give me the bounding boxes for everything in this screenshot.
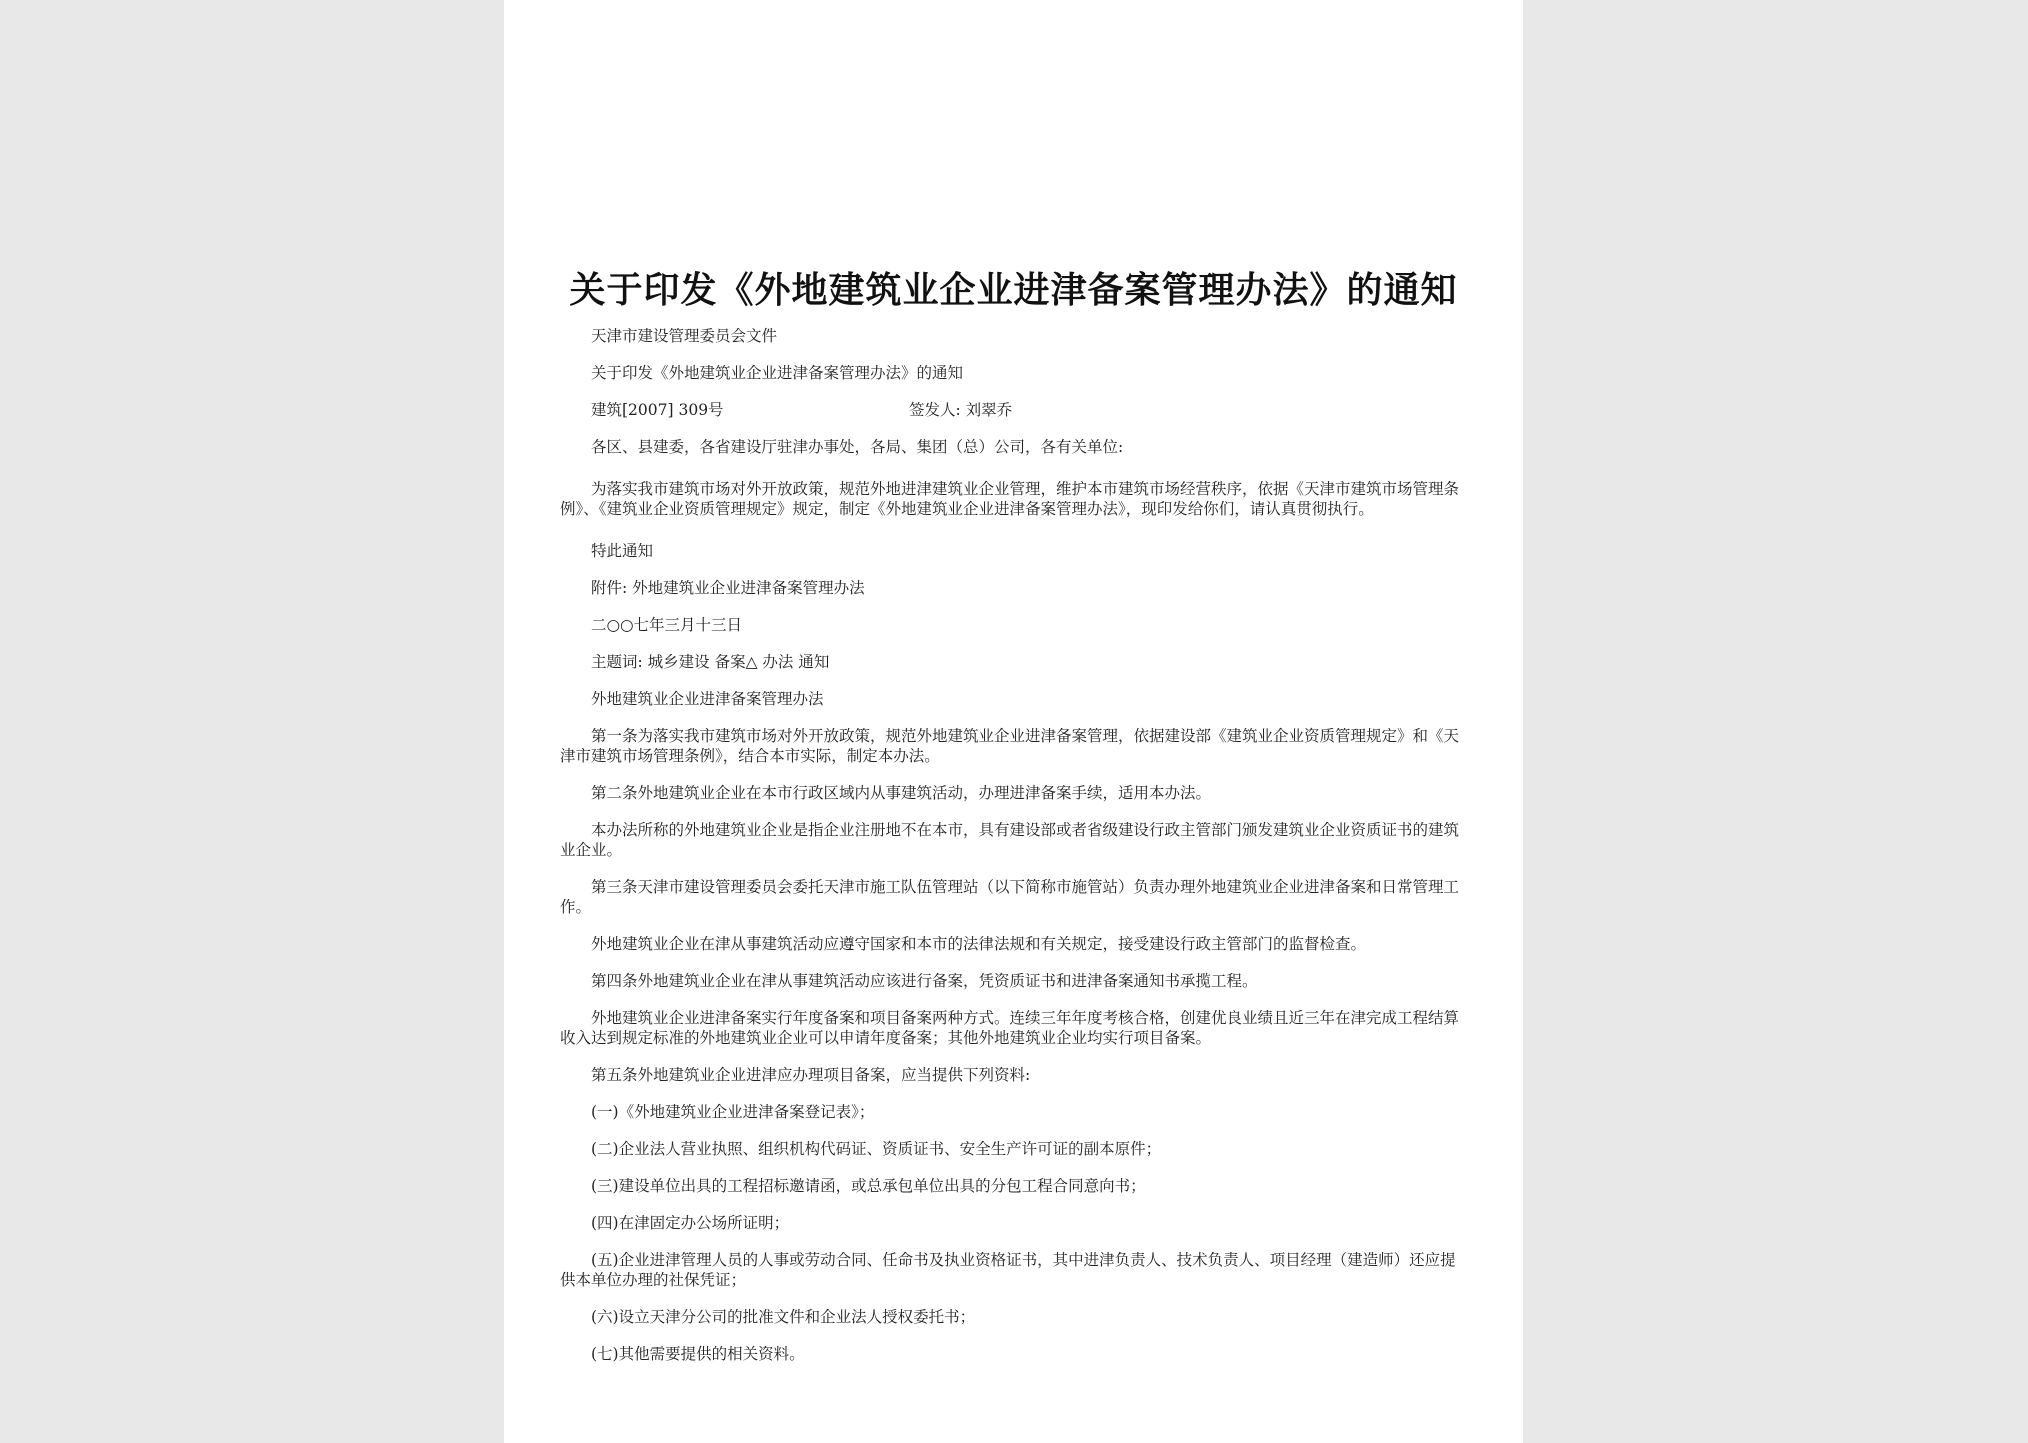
article-paragraph: 第五条外地建筑业企业进津应办理项目备案，应当提供下列资料: — [591, 1066, 1031, 1084]
reference-row — [560, 400, 1470, 420]
article-paragraph: 本办法所称的外地建筑业企业是指企业注册地不在本市，具有建设部或者省级建设行政主管部门颁发建筑业企业资质证书的建筑业企业。 — [560, 821, 1460, 859]
keywords-line: 主题词: 城乡建设 备案△ 办法 通知 — [591, 653, 830, 671]
attachment-line: 附件: 外地建筑业企业进津备案管理办法 — [591, 579, 865, 597]
list-item: (七)其他需要提供的相关资料。 — [591, 1345, 805, 1363]
list-item: (一)《外地建筑业企业进津备案登记表》； — [591, 1103, 875, 1121]
signer: 签发人: 刘翠乔 — [909, 401, 1013, 419]
article-paragraph: 外地建筑业企业在津从事建筑活动应遵守国家和本市的法律法规和有关规定，接受建设行政主管部门的监督检查。 — [591, 935, 1367, 953]
list-item: (三)建设单位出具的工程招标邀请函，或总承包单位出具的分包工程合同意向书； — [591, 1177, 1146, 1195]
subtitle-line: 关于印发《外地建筑业企业进津备案管理办法》的通知 — [591, 364, 964, 382]
article-paragraph: 第三条天津市建设管理委员会委托天津市施工队伍管理站（以下简称市施管站）负责办理外地建筑业企业进津备案和日常管理工作。 — [560, 878, 1460, 916]
list-item: (四)在津固定办公场所证明； — [591, 1214, 790, 1232]
list-item: (二)企业法人营业执照、组织机构代码证、资质证书、安全生产许可证的副本原件； — [591, 1140, 1162, 1158]
list-item: (六)设立天津分公司的批准文件和企业法人授权委托书； — [591, 1308, 976, 1326]
article-paragraph: 第二条外地建筑业企业在本市行政区域内从事建筑活动，办理进津备案手续，适用本办法。 — [591, 784, 1212, 802]
doc-number: 建筑[2007] 309号 — [591, 401, 724, 419]
notice-line: 特此通知 — [591, 542, 654, 560]
document-page — [504, 0, 1523, 1443]
rules-title: 外地建筑业企业进津备案管理办法 — [591, 690, 824, 708]
issuer-line: 天津市建设管理委员会文件 — [591, 327, 778, 345]
article-paragraph: 第四条外地建筑业企业在津从事建筑活动应该进行备案，凭资质证书和进津备案通知书承揽工程。 — [591, 972, 1258, 990]
article-paragraph: 外地建筑业企业进津备案实行年度备案和项目备案两种方式。连续三年年度考核合格，创建优良业绩且近三年在津完成工程结算收入达到规定标准的外地建筑业企业可以申请年度备案；其他外地建筑业企业均实行项目备案。 — [560, 1009, 1460, 1047]
article-paragraph: 第一条为落实我市建筑市场对外开放政策，规范外地建筑业企业进津备案管理，依据建设部《建筑业企业资质管理规定》和《天津市建筑市场管理条例》，结合本市实际，制定本办法。 — [560, 727, 1460, 765]
document-body — [560, 326, 1470, 1381]
intro-paragraph: 为落实我市建筑市场对外开放政策，规范外地进津建筑业企业管理，维护本市建筑市场经营秩序，依据《天津市建筑市场管理条例》、《建筑业企业资质管理规定》规定，制定《外地建筑业企业进津备案管理办法》，现印发给你们，请认真贯彻执行。 — [560, 480, 1460, 518]
addressees: 各区、县建委，各省建设厅驻津办事处，各局、集团（总）公司，各有关单位: — [591, 438, 1124, 456]
document-title: 关于印发《外地建筑业企业进津备案管理办法》的通知 — [569, 270, 1458, 311]
list-item: (五)企业进津管理人员的人事或劳动合同、任命书及执业资格证书，其中进津负责人、技术负责人、项目经理（建造师）还应提供本单位办理的社保凭证； — [560, 1251, 1456, 1289]
date-line: 二○○七年三月十三日 — [591, 616, 743, 634]
